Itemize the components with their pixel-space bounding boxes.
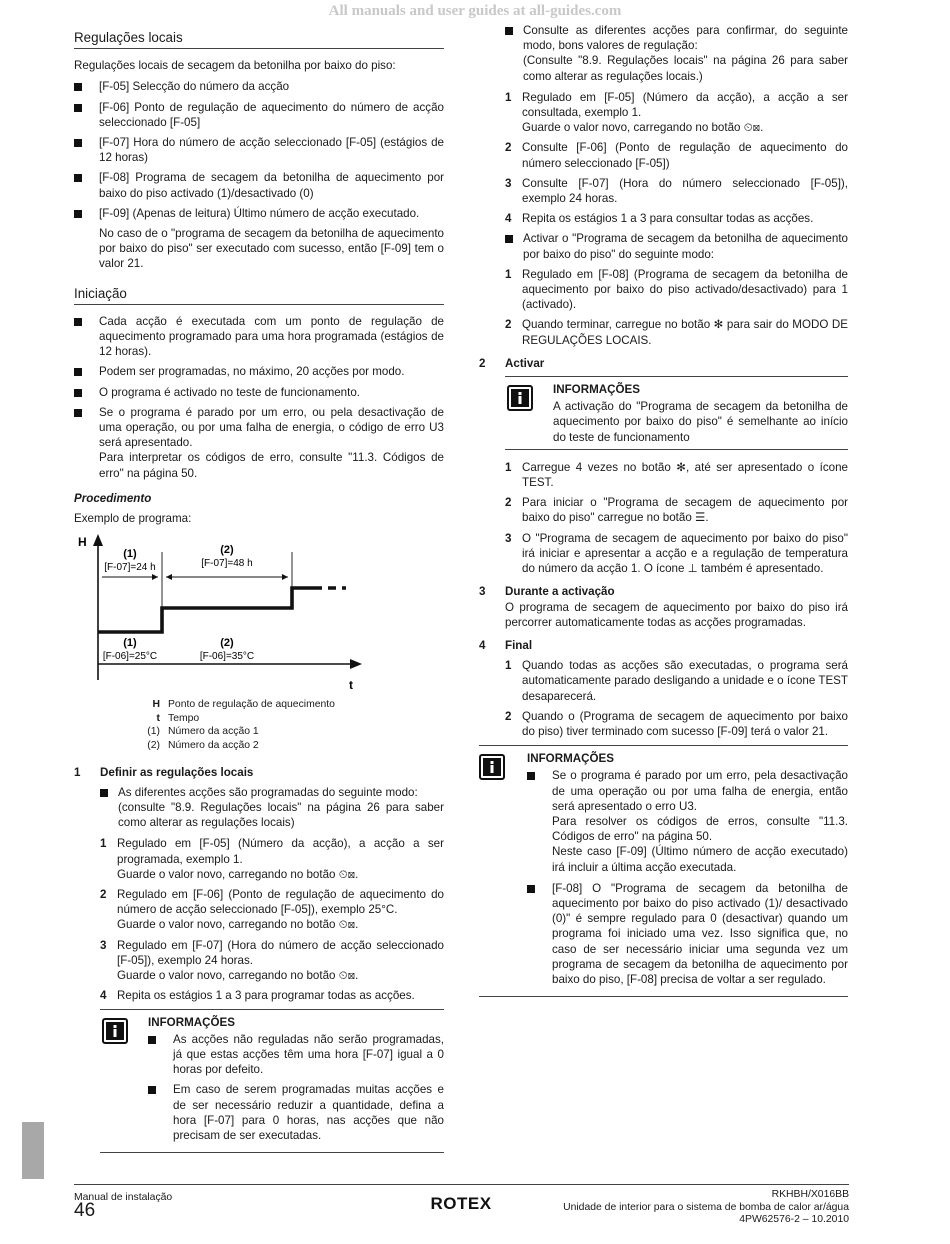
info-box-3 — [479, 745, 848, 997]
numbered-item: 2 Regulado em [F-06] (Ponto de regulação de aquecimento do número de acção seleccionado [F-05]), exemplo 25°C. Guarde o valor novo, carregando no botão ⏲⊠. — [100, 888, 444, 932]
program-example-chart — [74, 532, 444, 694]
legend-value: Número da acção 1 — [168, 726, 259, 738]
legend-key: t — [156, 712, 160, 724]
list-item: [F-08] O "Programa de secagem da betonilha de aquecimento por baixo do piso activado (1)/ desactivado (0)" é sempre regulado para 0 (desactivar) quando um programa foi iniciado uma vez. Isso significa que, no caso de ser necessário iniciar uma segunda vez um programa de secagem da betonilha de aquecimento por baixo do piso, [F-08] precisa de voltar a ser regulado. — [527, 881, 848, 987]
y-axis-arrow — [93, 534, 103, 546]
document-code: 4PW62576-2 – 10.2010 — [739, 1214, 849, 1226]
page-footer — [74, 1184, 849, 1225]
y-axis-label: H — [78, 535, 87, 550]
step-title: Definir as regulações locais — [100, 765, 254, 779]
numbered-item: 1 Regulado em [F-05] (Número da acção), a acção a ser consultada, exemplo 1. Guarde o valor novo, carregando no botão ⏲⊠. — [505, 90, 848, 135]
x-axis-label: t — [349, 678, 353, 693]
list-item: Consulte as diferentes acções para confirmar, do seguinte modo, bons valores de regulação: — [505, 23, 848, 53]
list-item: [F-07] Hora do número de acção seleccionado [F-05] (estágios de 12 horas) — [74, 135, 444, 165]
numbered-item: 1 Regulado em [F-08] (Programa de secagem da betonilha de aquecimento por baixo do piso activado/desactivado) para 1 (activado). — [505, 267, 848, 312]
example-label: Exemplo de programa: — [74, 512, 192, 526]
numbered-item: 2 Quando terminar, carregue no botão ✻ para sair do MODO DE REGULAÇÕES LOCAIS. — [505, 318, 848, 347]
numbered-item: 3 Consulte [F-07] (Hora do número seleccionado [F-05]), exemplo 24 horas. — [505, 176, 848, 206]
step-3-text: O programa de secagem de aquecimento por baixo do piso irá percorrer automaticamente todas as acções programadas. — [505, 600, 848, 629]
list-item: As diferentes acções são programadas do seguinte modo: — [100, 785, 444, 800]
list-item: Podem ser programadas, no máximo, 20 acções por modo. — [74, 364, 444, 379]
list-item: [F-08] Programa de secagem da betonilha de aquecimento por baixo do piso activado (1)/desactivado (0) — [74, 170, 444, 200]
right-column — [479, 23, 848, 1007]
step-3-heading: 3 Durante a activação — [479, 585, 615, 599]
info-subtext: Neste caso [F-09] (Último número de acção executado) irá incluir a última acção executada. — [552, 845, 848, 874]
info-box-1 — [100, 1009, 444, 1154]
bottom-label-num-1: (1) — [123, 637, 137, 650]
legend-value: Ponto de regulação de aquecimento — [168, 699, 335, 711]
numbered-item: 4 Repita os estágios 1 a 3 para consultar todas as acções. — [505, 212, 814, 226]
local-settings-intro: Regulações locais de secagem da betonilha por baixo do piso: — [74, 59, 396, 73]
left-column — [74, 26, 444, 1163]
initiation-note: Para interpretar os códigos de erro, consulte "11.3. Códigos de erro" na página 50. — [99, 451, 444, 480]
list-item: As acções não reguladas não serão programadas, já que estas acções têm uma hora [F-07] igual a 0 horas por defeito. — [148, 1032, 444, 1078]
page-number: 46 — [74, 1200, 96, 1221]
numbered-item: 1 Regulado em [F-05] (Número da acção), a acção a ser programada, exemplo 1. Guarde o valor novo, carregando no botão ⏲⊠. — [100, 837, 444, 881]
list-item: O programa é activado no teste de funcionamento. — [74, 385, 444, 400]
list-item: Se o programa é parado por um erro, ou pela desactivação de uma operação, ou por uma falha de energia, o código de erro U3 será apresentado. — [74, 405, 444, 451]
step-1-reference: (consulte "8.9. Regulações locais" na página 26 para saber como alterar as regulações locais) — [118, 801, 444, 830]
list-item: Activar o "Programa de secagem da betonilha de aquecimento por baixo do piso" do seguinte modo: — [505, 231, 848, 261]
numbered-item: 2 Consulte [F-06] (Ponto de regulação de aquecimento do número seleccionado [F-05]) — [505, 141, 848, 170]
info-text: A activação do "Programa de secagem da betonilha de aquecimento por baixo do piso" é semelhante ao início do teste de funcionamento — [553, 400, 848, 444]
manual-label: Manual de instalação — [74, 1192, 173, 1203]
top-label-val-1: [F-07]=24 h — [104, 562, 156, 574]
local-settings-note: No caso de o "programa de secagem da betonilha de aquecimento por baixo do piso" ser executado com sucesso, então [F-09] tem o valor 21. — [99, 227, 444, 271]
document-info — [563, 1189, 849, 1227]
reference-text: (Consulte "8.9. Regulações locais" na página 26 para saber como alterar as regulações locais.) — [523, 54, 848, 83]
list-item: [F-06] Ponto de regulação de aquecimento do número de acção seleccionado [F-05] — [74, 100, 444, 130]
top-label-val-2: [F-07]=48 h — [201, 558, 253, 570]
x-axis-arrow — [350, 659, 362, 669]
numbered-item: 3 O "Programa de secagem de aquecimento por baixo do piso" irá iniciar e apresentar a acção e a regulação de temperatura do número da acção 1. O ícone ⊥ também é apresentado. — [505, 531, 848, 576]
bottom-label-num-2: (2) — [220, 637, 234, 650]
section-title-local-settings: Regulações locais — [74, 26, 444, 49]
procedure-heading: Procedimento — [74, 491, 152, 505]
info-subtext: Para resolver os códigos de erros, consulte "11.3. Códigos de erro" na página 50. — [552, 814, 848, 844]
step-number: 1 — [74, 765, 81, 779]
step-4-heading: 4 Final — [479, 638, 533, 652]
info-icon — [479, 754, 505, 780]
numbered-item: 1 Quando todas as acções são executadas, o programa será automaticamente parado desligando a unidade e o ícone TEST desaparecerá. — [505, 659, 848, 703]
numbered-item: 2 Para iniciar o "Programa de secagem de aquecimento por baixo do piso" carregue no botão ☰. — [505, 496, 848, 525]
numbered-item: 3 Regulado em [F-07] (Hora do número de acção seleccionado [F-05]), exemplo 24 horas. Guarde o valor novo, carregando no botão ⏲⊠. — [100, 938, 444, 983]
legend-key: (1) — [147, 726, 160, 738]
bottom-label-val-2: [F-06]=35°C — [199, 651, 255, 663]
list-item: Cada acção é executada com um ponto de regulação de aquecimento programado para uma hora programada (estágios de 12 horas). — [74, 314, 444, 360]
chart-legend — [74, 698, 444, 752]
unit-description: Unidade de interior para o sistema de bomba de calor ar/água — [563, 1201, 849, 1213]
numbered-item: 4 Repita os estágios 1 a 3 para programar todas as acções. — [100, 989, 415, 1003]
info-heading: INFORMAÇÕES — [148, 1015, 235, 1029]
rotex-logo — [429, 1193, 493, 1213]
model-code: RKHBH/X016BB — [771, 1189, 849, 1200]
section-title-initiation: Iniciação — [74, 282, 444, 305]
svg-text:ROTEX: ROTEX — [430, 1194, 492, 1213]
info-box-2 — [505, 376, 848, 450]
legend-key: (2) — [147, 740, 160, 752]
top-label-num-1: (1) — [123, 548, 137, 561]
legend-key: H — [152, 699, 160, 711]
top-label-num-2: (2) — [220, 544, 234, 557]
numbered-item: 1 Carregue 4 vezes no botão ✻, até ser apresentado o ícone TEST. — [505, 460, 848, 490]
watermark: All manuals and user guides at all-guides.com — [328, 3, 622, 19]
info-heading: INFORMAÇÕES — [553, 383, 640, 397]
list-item: Em caso de serem programadas muitas acções e de ser necessário reduzir a quantidade, defina a hora [F-07] para 0 horas, nas acções que não precisam de ser executadas. — [148, 1082, 444, 1143]
info-icon — [102, 1018, 128, 1044]
step-2-heading: 2 Activar — [479, 356, 545, 370]
list-item: Se o programa é parado por um erro, pela desactivação de uma operação ou por uma falha de energia, então será apresentado o erro U3. — [527, 768, 848, 814]
step-1-heading — [74, 765, 444, 780]
info-heading: INFORMAÇÕES — [527, 752, 614, 766]
list-item: [F-05] Selecção do número da acção — [74, 79, 444, 94]
legend-value: Tempo — [168, 712, 200, 724]
legend-value: Número da acção 2 — [168, 740, 259, 752]
page-edge-tab — [22, 1122, 44, 1179]
numbered-item: 2 Quando o (Programa de secagem de aquecimento por baixo do piso) tiver terminado com sucesso [F-09] terá o valor 21. — [505, 709, 848, 738]
setpoint-step-line — [98, 588, 314, 632]
local-settings-list — [74, 79, 444, 221]
info-icon — [507, 385, 533, 411]
bottom-label-val-1: [F-06]=25°C — [102, 651, 158, 663]
list-item: [F-09] (Apenas de leitura) Último número de acção executado. — [74, 206, 444, 221]
